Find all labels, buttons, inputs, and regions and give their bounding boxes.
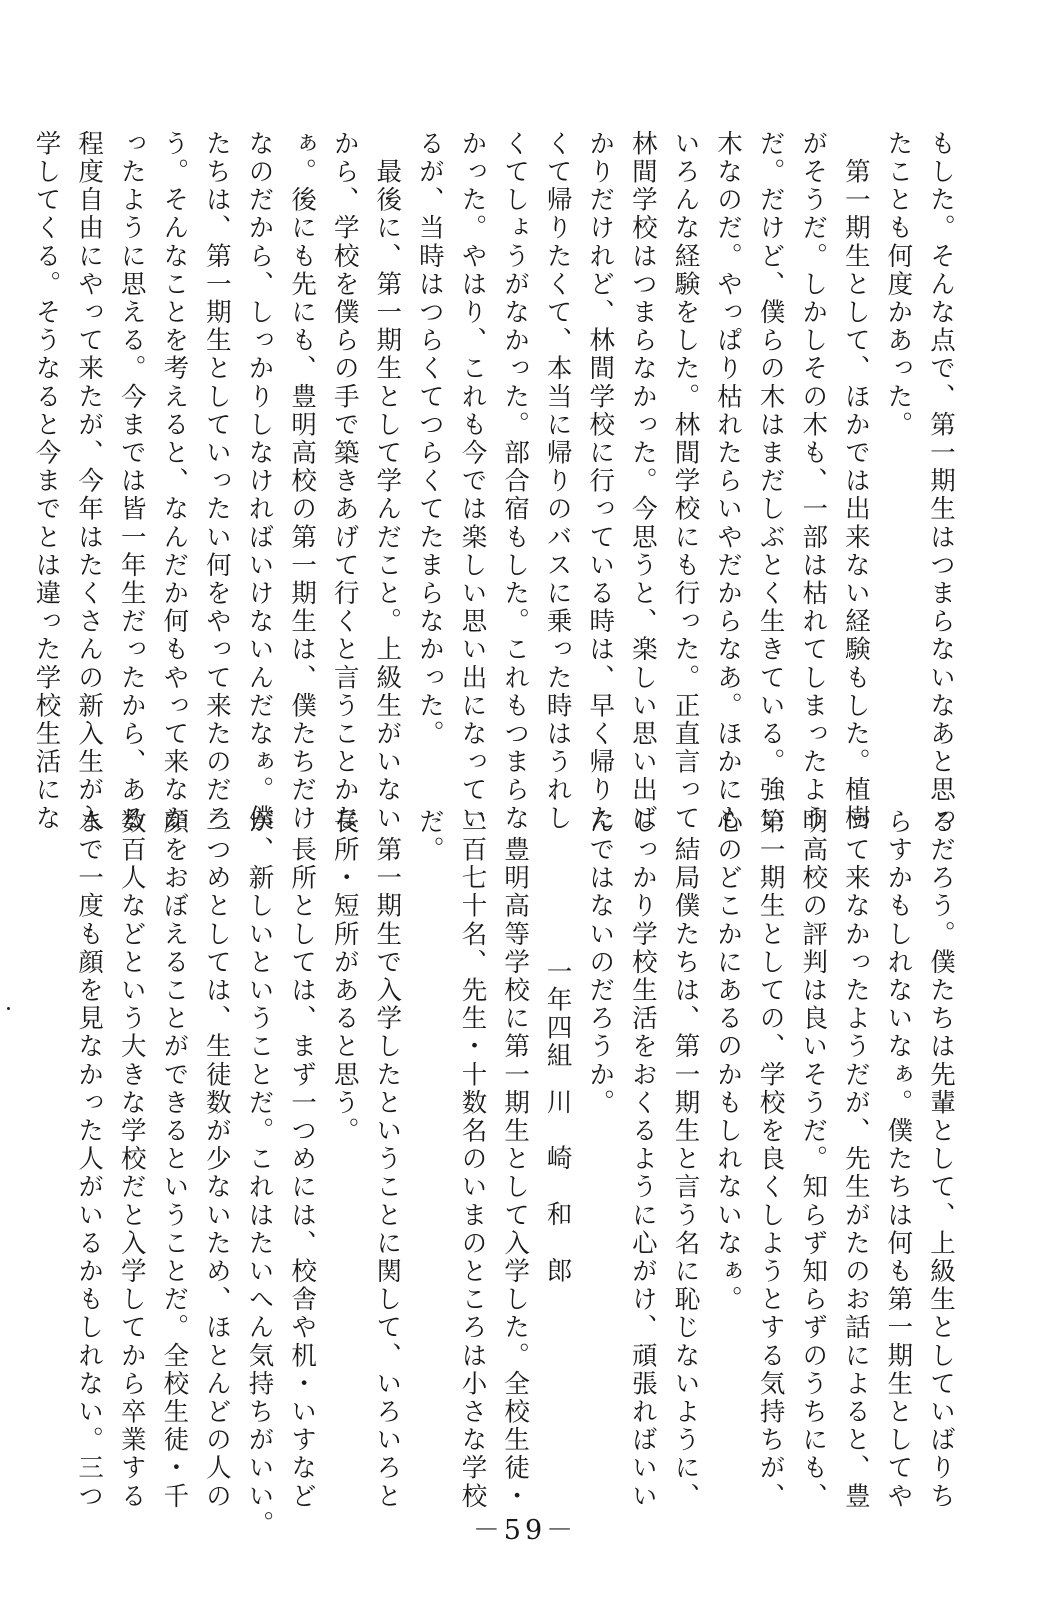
text-column: 第一期生で入学したということに関して、いろいろと bbox=[372, 808, 403, 1511]
text-column: しっかり学校生活をおくるように心がけ、頑張ればいい bbox=[627, 808, 658, 1511]
text-column: かりだけれど、林間学校に行っている時は、早く帰りた bbox=[585, 130, 616, 833]
text-column: ったように思える。今までは皆一年生だったから、ある bbox=[116, 130, 147, 833]
text-column: 豊明高等学校に第一期生として入学した。全校生徒・ bbox=[500, 808, 531, 1511]
author-name: 川 崎 和 郎 bbox=[542, 1088, 573, 1286]
text-column: 二つめとしては、生徒数が少ないため、ほとんどの人の bbox=[201, 808, 232, 1511]
text-column: るが、当時はつらくてつらくてたまらなかった。 bbox=[414, 130, 445, 749]
text-column: って来なかったようだが、先生がたのお話によると、豊 bbox=[840, 808, 871, 1511]
text-column: ぁ。後にも先にも、豊明高校の第一期生は、僕たちだけ bbox=[287, 130, 318, 833]
text-column: まで一度も顔を見なかった人がいるかもしれない。三つ bbox=[74, 808, 105, 1511]
text-column: 学してくる。そうなると今までとは違った学校生活にな bbox=[31, 130, 62, 833]
text-column: 結局僕たちは、第一期生と言う名に恥じないように、 bbox=[670, 808, 701, 1511]
text-column: 程度自由にやって来たが、今年はたくさんの新入生が入 bbox=[74, 130, 105, 833]
text-column: くてしょうがなかった。部合宿もした。これもつまらな bbox=[500, 130, 531, 833]
text-column: 数百人などという大きな学校だと入学してから卒業する bbox=[116, 808, 147, 1511]
text-column: 二百七十名、先生・十数名のいまのところは小さな学校 bbox=[457, 808, 488, 1511]
text-column: がそうだ。しかしその木も、一部は枯れてしまったよう bbox=[798, 130, 829, 833]
text-column: くて帰りたくて、本当に帰りのバスに乗った時はうれし bbox=[542, 130, 573, 833]
text-column: るだろう。僕たちは先輩として、上級生としていばりち bbox=[926, 808, 956, 1511]
text-column: 明高校の評判は良いそうだ。知らず知らずのうちにも、 bbox=[798, 808, 829, 1511]
text-column: 第一期生として、ほかでは出来ない経験もした。植樹 bbox=[840, 130, 871, 833]
text-column: 心のどこかにあるのかもしれないなぁ。 bbox=[713, 808, 744, 1314]
page-number: －59－ bbox=[472, 1515, 578, 1546]
text-column: だ。だけど、僕らの木はまだしぶとく生きている。強い bbox=[755, 130, 786, 833]
text-column: が、新しいということだ。これはたいへん気持ちがいい。 bbox=[244, 808, 275, 1539]
text-column: いろんな経験をした。林間学校にも行った。正直言って bbox=[670, 130, 701, 833]
text-column: から、学校を僕らの手で築きあげて行くと言うことかな bbox=[329, 130, 360, 833]
essay-continuation-top bbox=[25, 130, 962, 833]
text-column: だ。 bbox=[414, 808, 445, 865]
text-column: かった。やはり、これも今では楽しい思い出になってい bbox=[457, 130, 488, 833]
text-column: 第一期生としての、学校を良くしようとする気持ちが、 bbox=[755, 808, 786, 1511]
text-column: たちは、第一期生としていったい何をやって来たのだろ bbox=[201, 130, 232, 833]
text-column: 林間学校はつまらなかった。今思うと、楽しい思い出ば bbox=[627, 130, 658, 833]
text-column: 木なのだ。やっぱり枯れたらいやだからなあ。ほかにも bbox=[713, 130, 744, 833]
text-column: たことも何度かあった。 bbox=[883, 130, 914, 440]
text-column: らすかもしれないなぁ。僕たちは何も第一期生としてや bbox=[883, 808, 914, 1511]
author-class: 一年四組 bbox=[542, 958, 573, 1071]
text-column: なのだから、しっかりしなければいけないんだなぁ。僕 bbox=[244, 130, 275, 833]
text-column: う。そんなことを考えると、なんだか何もやって来なか bbox=[159, 130, 190, 833]
text-column: 長所としては、まず一つめには、校舎や机・いすなど bbox=[287, 808, 318, 1511]
author-byline bbox=[536, 808, 579, 1448]
text-column: んではないのだろうか。 bbox=[585, 808, 616, 1118]
text-column: 顔をおぼえることができるということだ。全校生徒・千 bbox=[159, 808, 190, 1511]
text-column: もした。そんな点で、第一期生はつまらないなあと思っ bbox=[926, 130, 956, 833]
text-column: 長所・短所があると思う。 bbox=[329, 808, 360, 1146]
scan-speck bbox=[7, 1007, 10, 1010]
text-column: 最後に、第一期生として学んだこと。上級生がいない bbox=[372, 130, 403, 833]
